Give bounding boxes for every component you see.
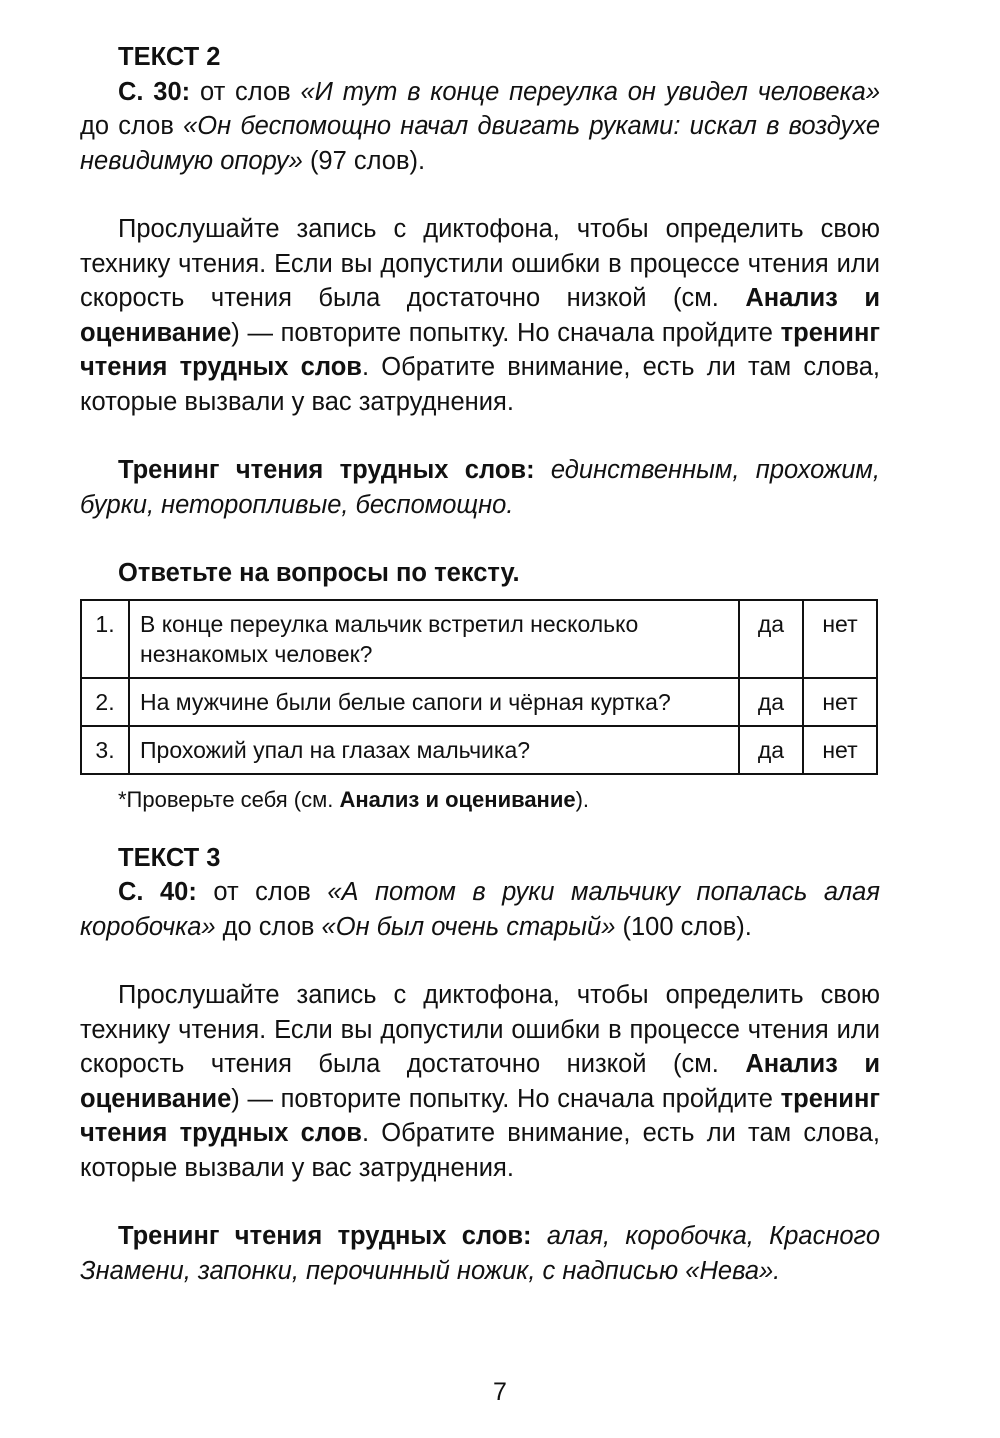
question-row [81,678,877,726]
text3-end-quote: «Он был очень старый» [321,912,616,941]
text3-training [80,1219,880,1288]
text3-training-words: алая, коробочка, Красного Знамени, запонки, перочинный ножик, с надписью «Нева». [80,1222,881,1285]
question-text: Прохожий упал на глазах мальчика? [129,726,739,774]
self-check-note: *Проверьте себя (см. Анализ и оценивание). [118,786,590,812]
text2-word-count: (97 слов). [302,146,426,175]
question-text: На мужчине были белые сапоги и чёрная куртка? [129,678,739,726]
text3-page-ref: С. 40: [118,878,197,906]
page-content [80,40,880,1288]
answer-no[interactable]: нет [803,726,877,774]
text3-start-quote: «А потом в руки мальчику попалась алая коробочка» [80,878,880,941]
text3-training-label: Тренинг чтения трудных слов: [118,1222,532,1250]
text3-instructions: Прослушайте запись с диктофона, чтобы определить свою технику чтения. Если вы допустили ошибки в процессе чтения или скорость чтения была достаточно низкой (см. Анализ и оценивание) — повторите попытку. Но сначала пройдите тренинг чтения трудных слов. Обратите внимание, есть ли там слова, которые вызвали у вас затруднения. [80,981,880,1182]
page-number: 7 [493,1378,507,1406]
text3-reference: С. 40: от слов «А потом в руки мальчику попалась алая коробочка» до слов «Он был очень старый» (100 слов). [80,878,880,941]
questions-title: Ответьте на вопросы по тексту. [118,559,520,587]
question-number: 1. [81,600,129,678]
question-row [81,600,877,678]
question-number: 3. [81,726,129,774]
text2-start-quote: «И тут в конце переулка он увидел человека» [300,77,880,106]
text2-training [80,453,880,522]
text2-training-words: единственным, прохожим, бурки, неторопливые, беспомощно. [80,456,880,519]
text2-end-quote: «Он беспомощно начал двигать руками: искал в воздухе невидимую опору» [80,112,880,175]
text2-page-ref: С. 30: [118,77,191,106]
question-row [81,726,877,774]
answer-yes[interactable]: да [739,678,803,726]
question-number: 2. [81,678,129,726]
answer-no[interactable]: нет [803,678,877,726]
answer-yes[interactable]: да [739,600,803,678]
questions-table [80,599,878,775]
answer-no[interactable]: нет [803,600,877,678]
text3-word-count: (100 слов). [615,912,752,941]
text2-heading: ТЕКСТ 2 [118,43,221,71]
answer-yes[interactable]: да [739,726,803,774]
question-text: В конце переулка мальчик встретил несколько незнакомых человек? [129,600,739,678]
text2-training-label: Тренинг чтения трудных слов: [118,456,535,484]
text3-heading: ТЕКСТ 3 [118,843,221,872]
text2-reference: С. 30: от слов «И тут в конце переулка он увидел человека» до слов «Он беспомощно начал двигать руками: искал в воздухе невидимую опору» (97 слов). [80,77,880,175]
text2-instructions: Прослушайте запись с диктофона, чтобы определить свою технику чтения. Если вы допустили ошибки в процессе чтения или скорость чтения была достаточно низкой (см. Анализ и оценивание) — повторите попытку. Но сначала пройдите тренинг чтения трудных слов. Обратите внимание, есть ли там слова, которые вызвали у вас затруднения. [80,215,880,416]
